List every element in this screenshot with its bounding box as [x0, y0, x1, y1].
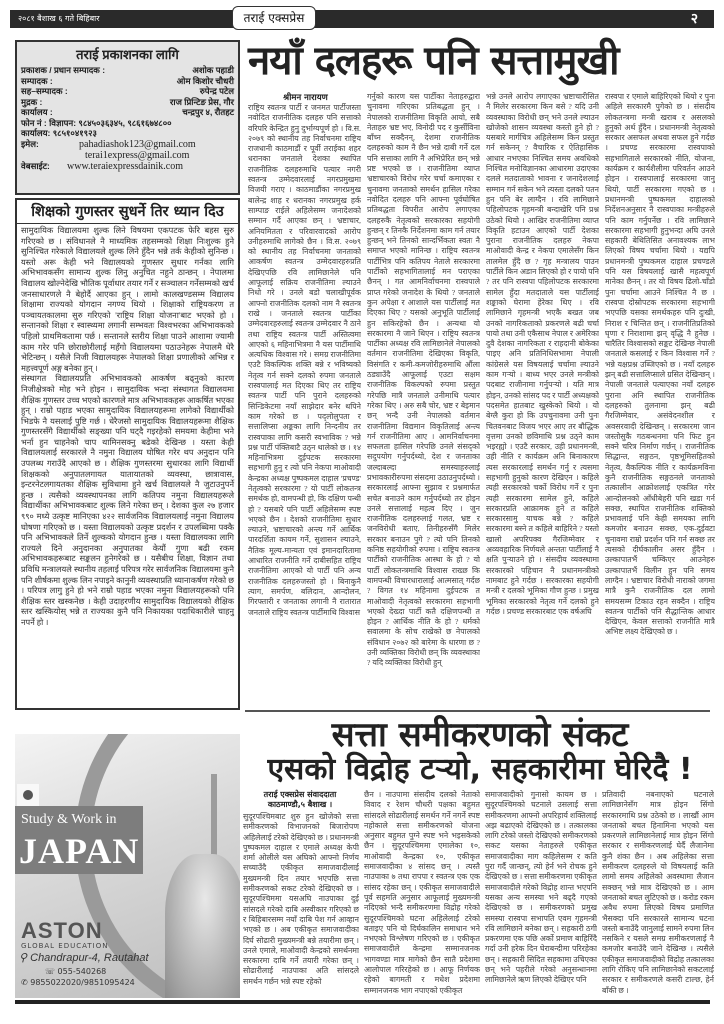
- article-text: सुदूरपश्चिमबाट शुरु हुन खोजेको सत्ता समीकरणको विभाजनको बिजारोपण अहिलेलाई टरेको देखिएको छ । प्रधानमन्त्री पुष्पकमल दाहाल र एमाले अध्यक्ष केपी शर्मा ओलीले यस अघिको आफ्नो निर्णय सच्याउँदै एकीकृत समाजवादीलाई मुख्यमन्त्री दिन तयार भएपछि सत्ता समीकरणको सकट टरेको देखिएको छ । सुदूरपश्चिममा यसअघि नाउपाका दुई सांसदले गरेको दाबि अस्वीकार गरिएको छ र बिहिबारसम्म नयाँ दाबि पेश गर्न आव्हान भएको छ । अब एकीकृत समाजवादीका दिर्घ सोढारी मुख्यमन्त्री बन्ने तयारीमा छन् । उनले एमाले, माओवादी केन्द्रको समर्थनमा सरकारमा दाबि गर्ने तयारी गरेका छन् । सोढारीलाई नाउपाका अति सांसदले समर्थन गर्छन भन्ने स्पष्ट रहेको: [243, 812, 359, 986]
- article-text: समाजवादीको गुनासो कायम छ । सुदूरपश्चिमको घटनाले उसलाई सत्ता समीकरणमा आफ्नो अपरिहार्य शक्तिलाई अझ बढाएको देखिएको छ । तत्कालका लागि टरेको जस्तो देखिएको समीकरणको सकट यसका नेताहरुले एकीकृत समाजवादीका माग कहिलेसम्म र कति पुरा गर्दै जान्छन्, त्यो हेर्न भने रोचक हुने देखिएको छ । सत्ता समीकरणमा एकीकृत समाजवादीले गरेको विद्रोह शान्त भएपनि यसका अन्य समस्या भने बढ्दै गएको देखिएको छ । समीकरणको प्रमुख समस्या रास्वपा सभापति एवम गृहमन्त्री रवि लामिछाने बनेका छन् । सहकारी ठगी प्रकरणमा एक पछि अर्को प्रमाण बाहिरिँदै गर्दा उनी हरेक दिन घेराबन्दीमा परिरहेका छन् । सहकारी सिदित सहकामा उचिएका छन् भने पहरीले गरेको अनुसन्धानमा लामिछानेले ऋण लिएको देखिएर पनि: [485, 790, 597, 985]
- article-2-column: [243, 812, 359, 998]
- website-row: [17, 161, 238, 172]
- editorial-paragraph: सामुदायिक विद्यालयमा शुल्क लिने विषयमा एकपटक फेरि बहस सुरु गरिएको छ । संविधानले नै माध्यमिक तहसम्मको शिक्षा निःशुल्क हुने सुनिश्चित गरेकाले विद्यालयले शुल्क लिने हुँदैन भन्ने तर्क केहीको सुनिन्छ । यस्तो अरू केही भने विद्यालयको गुणस्तर सुधार गर्नका लागि अभिभावकसँग सामान्य शुल्क लिनु अनुचित नहुने ठान्छन् । नेपालमा विद्यालय खोल्नेदेखि भौतिक पूर्वाधार तयार गर्ने र सञ्चालन गर्नेसम्मको खर्च जनसाधारणले नै बेहोर्दै आएका हुन् । लामो कालखण्डसम्म विद्यालय शिक्षामा राज्यको योगदान नगण्य थियो । शिक्षाको राष्ट्रियकरण त पञ्चायतकालमा सुरु गरिएको 'राष्ट्रिय शिक्षा योजना'बाट भएको हो । सन्तानको शिक्षा र स्वास्थ्यमा लगानी सम्भवतः विश्वभरका अभिभावकको पहिलो प्राथमिकतामा पर्छ । सन्तानले स्तरीय शिक्षा पाउने आशामा ज्यामी काम गरेर पनि छोराछोरीलाई महँगो विद्यालयमा पठाउनेहरू नेपालमै धेरै भेटिन्छन् । यसैले निजी विद्यालयहरू नेपालको शिक्षा प्रणालीको अभिन्न र महत्त्वपूर्ण अङ्ग बनेका हुन् ।: [21, 226, 234, 373]
- imprint-value: अशोक पहाडी: [192, 65, 234, 75]
- imprint-label: सम्पादक :: [21, 75, 53, 86]
- imprint-label: सह–सम्पादक :: [21, 86, 68, 96]
- imprint-row: [17, 65, 238, 76]
- ad-address: [19, 951, 149, 964]
- email-row: [17, 139, 238, 150]
- ad-brand-logo: ASTON: [21, 918, 103, 943]
- article-text: राष्ट्रिय स्वतन्त्र पार्टी र जनमत पार्टीजस्ता नवोदित राजनीतिक दलहरु पनि सत्ताको वरिपरि केन्द्रित हुनु दुर्भाग्यपूर्ण हो । वि.स. २०७९ को स्थानीय तह निर्वाचनमा राष्ट्रिय राजधानी काठमाडौं र पूर्वी तराईका शहर धरानका जनताले देशका स्थापित राजनीतिक दलहरुमाथि पत्यार नगरी स्वतन्त्र उम्मेदवारलाई नगरप्रमुखमा विजयी गराए । काठमाडौंका नगरप्रमुख बालेन्द्र शाह र धरानका नगरप्रमुख हर्क साम्पाङ राईले अहिलेसम्म जनादेशको सम्मान गर्दै आएका छन् । भ्रष्टाचार, अनियमितता र परिवारवादको आरोप उनीहरुमाथि लागेको छैन । वि.स. २०७९ को स्थानीय तह निर्वाचनमा जनताको आकर्षण स्वतन्त्र उम्मेदवारहरुप्रति देखिएपछि रवि लामिछानेले पनि आफूलाई सक्रिय राजनीतिमा ल्याउने निधो गरे । उनले बडो चलाखीपूर्वक आफ्नो राजनीतिक दलको नाम नै स्वतन्त्र राखे । जनताले स्वतन्त्र पार्टीका उम्मेदवारहरुलाई स्वतन्त्र उम्मेदवार नै ठाने तथा राष्ट्रिय स्वतन्त्र पार्टी अस्तित्वमा आएको ६ महिनाभित्रमा नै यस पार्टीमाथि अत्यधिक विश्वास गरे । समग्र राजनीतिमा एउटै विकल्पिक शक्ति बन्ने र भविष्यको नेतृत्व गर्न सक्ने दलको रुपमा जनताले रास्वपालाई मत दिएका थिए तर राष्ट्रिय स्वतन्त्र पार्टी पनि पुराने दलहरुको सिन्डिकेटमा नयाँ साझेदार बनेर थपिने काम गरेको छ । पद्लोलुपता र सत्तालिप्सा अङ्कका लागि निन्दनीय तर रास्वपाका लागि कसरी स्वभाविक ? भन्ने प्रश्न पार्टी पंक्तिबाटै उठ्न थालेको छ । १४ महिनाभित्रमा दुईपटक सरकारमा सहभागी हुनु र त्यो पनि नेकपा माओवादी केन्द्रका अध्यक्ष पुष्पकमल दाहाल 'प्रचण्ड' नेतृत्वको सरकारमा ? यो पार्टी लोकतन्त्र समर्थक हो, वामपन्थी हो, कि दक्षिण पन्थी हो ? यसबारे पनि पार्टी अहिलेसम्म स्पष्ट भएको छैन । देशको राजनीतिमा सुधार ल्याउने, भ्रष्टाचारको अन्त्य गर्ने आर्थिक पारदर्शिता कायम गर्ने, सुशासन ल्याउने, नैतिक मूल्य-मान्यता एवं इमानदारितामा आधारित राजनीति गर्ने दाबीसहित राष्ट्रिय राजनीतिमा आएको यो पार्टी पनि अन्य राजनीतिक दलहरुजस्तो हो । बिनाकुनै त्याग, समर्पण, बलिदान, आन्दोलन, गिरफ्तारी र जनताका लगानी नै रातारात जनताले राष्ट्रिय स्वतन्त्र पार्टीमाथि विश्वास: [248, 103, 361, 617]
- byline-reporter: तराई एक्सप्रेस संवाददाता: [263, 790, 337, 799]
- ad-phone-text: 055-540268: [57, 967, 107, 976]
- article-2-byline: [240, 790, 360, 810]
- article-1-column: [367, 92, 480, 707]
- ad-phone: [45, 967, 106, 976]
- article-1-column: [486, 92, 599, 707]
- article-1-headline: नयाँ दलहरू पनि सत्तामुखी: [248, 38, 619, 84]
- ad-line-1: Study & Work in: [21, 812, 117, 827]
- imprint-label: फोन नं : विज्ञापन: ९८४५०३६३४५, ९८६१६७४८००: [21, 117, 172, 128]
- imprint-value: राज प्रिन्टिङ प्रेस, गौर: [169, 96, 234, 107]
- phone-icon: ☏: [45, 967, 58, 976]
- imprint-label: कार्यालय :: [21, 107, 53, 117]
- bottom-rule: [15, 1000, 710, 1004]
- email-label: इमेल:: [21, 138, 39, 149]
- email-link[interactable]: terai1express@gmail.com: [85, 149, 190, 161]
- ad-banner: [15, 806, 143, 874]
- imprint-row: [17, 86, 238, 97]
- ad-tagline: GLOBAL EDUCATION: [21, 942, 109, 950]
- article-2-column: [364, 790, 480, 998]
- article-text: छैन । नाउपामा संसदीय दलको नेताको विवाद र रेशम चौधरी पक्षका बहुमत सांसदले सोढारीलाई समर्थन गर्ने नगर्ने स्पष्ट नहोकाले सत्ता समीकरणको योजना अनुसार बहुमत पुग्ने स्पष्ट भने भइसकेको छैन । सुदूरपश्चिममा एमालेका १०, माओवादी केन्द्रका १०, एकीकृत समाजवादीका ४ सांसद छन् । त्यस्तै नाउपाका ७ तथा रापपा र स्वतन्त्र एक एक सांसद रहेका छन् । एकीकृत समाजवादीले पूर्व सहमति अनुसार आफूलाई मुख्यमन्त्री नदिएको भन्दै समीकरणमा विद्रोह गरेको सुदूरपश्चिमको घटना अहिलेलाई टरेको बताइए पनि यो दिर्घकालिन समाधान भने नभएको विश्लेषण गरिएको छ । एकीकृत समाजवादीले केन्द्रमा सम्मानजनक भागवण्डा मात्र मागेको छैन सातै प्रदेशमा आलोपाल गरिरहेको छ । आफू निर्णयक रहेको बागमती र मधेश प्रदेशमा सम्मानजनक भाग नपाएको एकीकृत: [364, 790, 480, 995]
- imprint-label: कार्यालय: ९८५१०४१९२३: [21, 128, 97, 138]
- imprint-row: [17, 97, 238, 108]
- ad-address-text: Chandrapur-4, Rautahat: [30, 952, 149, 964]
- japan-study-advertisement: [15, 734, 240, 998]
- article-text: रास्वपा र एमाले बाहिरिएको थियो र पुनः अहिले सरकारमै पुगेको छ । संसदीय लोकतन्त्रमा मन्त्री खराब र असलको हुनुको अर्थ हुँदैन । प्रधानमन्त्री नेतृत्वको सरकार असफल अथवा सफल हुने गर्दछ । प्रचण्ड सरकारमा रास्वपाको सहभागिताले सरकारको नीति, योजना, कार्यक्रम र कार्यशैलीमा परिवर्तन आउने होइन । रास्वपालाई सरकारमा जानु थियो, पार्टी सरकारमा गएको छ । प्रधानमन्त्री पुष्पकमल दाहालको निर्देशनअनुसार नै रास्वपाका मन्त्रीहरुले पनि काम गर्नुपर्नेछ । रवि लामिछाने सरकारमा सहभागी हुनुभन्दा अघि उनले सहकारी बेथितिसित अनावश्यक लाभ लिएको विषय चर्चामा थियो । यद्यपि प्रधानमन्त्री पुष्पकमल दाहाल प्रचण्डले पनि यस विषयलाई खासै महत्वपूर्ण मानेका छैनन् । तर यो विषय ढिलो-चाँडो पुनः चर्चामा आउने निश्चित नै छ । रास्वपा दोस्रोपटक सरकारमा सहभागी भएपछि यसका समर्थकहरु पनि दुःखी, निराश र चिन्तित छन् । राजनीतिप्रतिको घृणा र निराशामा झन् वृद्धि नै हुनेछ । चारैतिर विश्वासको सङ्कट देखिन्छ नेपाली जनताले कसलाई र किन विश्वास गर्ने ? भन्ने यक्षप्रश्न उब्जिएको छ । नयाँ दलहरु झन् बढी सत्तालिप्साले ग्रसित देखिन्छन् । नेपाली जनताले पत्याएका नयाँ दलहरु पुराना अनि स्थापित राजनीतिक दलहरुको तुलनामा झन् बढी गैरजिम्मेवार, असंवेदनशील र अवसरवादी देखिन्छन् । सरकारमा जान जस्तोसुकै गठबन्धनमा पनि फिट हुन सक्ने चरित्र निर्माण गर्छन् । राजनीतिक सिद्धान्त, सङ्गठन, पृष्ठभूमिसहितको नेतृत्व, वैकल्पिक नीति र कार्यक्रमविना कुनै राजनीतिक सङ्गठनले जनताको तत्कालीन आक्रोशलाई एकत्रित गरेर आन्दोलनको आँधीबेहरी पनि खडा गर्न सक्छ, स्थापित राजनीतिक शक्तिको प्रभावलाई पनि केही समयका लागि कमजोर बनाउन सक्छ, एक-दुईवटा चुनावमा राम्रो प्रदर्शन पनि गर्न सक्छ तर त्यसको दीर्घकालीन असर हुँदैन । उल्कापातभैं चम्किएर आउनेहरु उल्कापातभैं विलीन हुन पनि समय लाग्दैन । भ्रष्टाचार विरोधी नाराको जगमा मात्रै कुनै राजनीतिक दल लामो समयसम्म टिकाउ रहन सक्दैन । राष्ट्रिय स्वतन्त्र पार्टीको पनि सैद्धान्तिक आधार देखिएन, केवल सत्ताको राजनीति मात्रै अभिष्ट लक्ष्य देखिएको छ ।: [605, 92, 715, 637]
- article-text: गर्नुको कारण यस पार्टीका नेताहरुद्वारा चुनावमा गरिएका प्रतिबद्धता हुन् । नेपालको राजनीतिमा विकृति आयो, सबै नेताहरु भ्रष्ट भए, विनोदी पद र कुर्सीविना बाँच्न सक्दैनन्, देशमा राजनीतिक दलहरुको काम नै छैन भन्ने दाबी गर्ने दल पनि सत्ताका लागि नै अभिप्रेरित छन् भन्ने प्रष्ट भएको छ । राजनीतिमा व्याप्त भ्रष्टाचारको विरोध गरेर चर्चा कमाएका र चुनावमा जनताको समर्थन हासिल गरेका नवोदित दलहरु पनि आफ्ना पूर्वघोषित प्रतिबद्धता विपरीत आरोप लगाएका दलहरुकै नेतृत्वको सरकारका सहयोगी हुन्छन् र तिनकै निर्देशनमा काम गर्न तयार हुन्छन् भने तिनको सान्दर्भिकता स्वतः नै समाप्त भएको मानिन्छ । राष्ट्रिय स्वतन्त्र पार्टीभित्र पनि कतिपय नेताले सरकारमा पार्टीको सहभागितालाई मन पराएका छैनन् । गत आमनिर्वाचनमा रास्वपाले प्राप्त गरेको जनादेश के थियो ? जनताले कुन अपेक्षा र आशाले यस पार्टीलाई मत दिएका थिए ? यसको अनुभूति पार्टीलाई हुन सकिरहेको छैन । अन्यथा यो सरकारमा नै जाने थिएन । राष्ट्रिय स्वतन्त्र पार्टीका अध्यक्ष रवि लामिछानेले नेपालको वर्तमान राजनीतिमा देखिएका विकृति, विसंगति र कमी-कमजोरीहरुमाथि औंला ठड्याउँदै आफूलाई एउटा सक्षम राजनीतिक विकल्पको रुपमा प्रस्तुत गरेपछि मात्रै जनताले उनीमाथि पत्यार गरेका थिए । अरु सबै चोर, भ्रष्ट र बेइमान छन् भन्दै उनी नेपालको वर्तमान राजनीतिमा विद्यमान विकृतिलाई अन्त्य गर्न राजनीतिमा आए । आमनिर्वाचनमा सफलता हासिल गरेपछि उनले संसद्को सदुपयोग गर्नुपर्दथ्यो, देश र जनताका जल्दाबल्दा समस्याहरुलाई प्रभावकारीरुपमा संसदमा उठाउनुपर्दथ्यो । सरकारलाई आफ्ना सुझाव र प्रश्नमार्फत सचेत बनाउने काम गर्नुपर्दथ्यो तर होइन उनले सत्तालाई महत्व दिए । जुन राजनीतिक दलहरुलाई गलत, भ्रष्ट र जनविरोधी बताए, तिनीहरुसँगै मिलेर सरकार बनाउन पुगे ? त्यो पनि तिनको कनिष्ठ सहयोगीको रुपमा । राष्ट्रिय स्वतन्त्र पार्टीको राजनीतिक आस्था के हो ? यो पार्टी लोकतन्त्रमाथि विश्वास राख्छ कि वामपन्थी विचारधारालाई आत्मसात् गर्दछ ? विगत १४ महिनामा दुईपटक त माओवादी नेतृत्वको सरकारमा सहभागी भएको देख्दा पार्टी कतै दक्षिणपन्थी त होइन ? आर्थिक नीति के हो ? धर्मको सवालमा के सोच राखेको छ नेपालको संविधान २०७२ को बारेमा के धारणा छ ? उनी व्यक्तिका विरोधी छन् कि व्यवस्थाका ? यदि व्यक्तिका विरोधी हुन्: [367, 92, 480, 668]
- email-link[interactable]: pahadiashok123@gmail.com: [79, 138, 196, 150]
- imprint-label: मुद्रक :: [21, 96, 43, 107]
- article-text: प्रतिवादी नबनाएको घटनाले लामिछानेसँग मात्र होइन सिंगो सरकारमाथि प्रश्न उठेको छ । लाखौं आम जनताको बचत हिनामिना भएको यस प्रकरणले लामिछानेलाई मात्र होइन सिंगो सरकार र समीकरणलाई घेर्दै लैजानेमा कुनै शंका छैन । अब अहिलेका सत्ता समीकरण दलहरुले यो विषयलाई कति लामो समय अहिलेको अवस्थामा लैजान सक्छन् भन्ने मात्र देखिएको छ । आम जनताको बचत लुटिएको छ । करोड रकम अवैध रुपमा लिएको विषय प्रमाणित भैसक्दा पनि सरकारले सामान्य घटना जस्तो बनाउँदै जानुलाई सामने रुपमा लिन नसकिने र यसले समग्र समीकरणलाई नै कमजोर बनाउँदै जाने देखिन्छ । त्यसैले एकीकृत समाजवादीको विद्रोह तत्कालका लागि रोकिए पनि लामिछानेको सकटलाई सरकार र समीकरणले कसरी टाल्छ, हेर्न बाँकी छ ।: [602, 790, 714, 995]
- article-2-subheadline: एसको विद्रोह टऱ्यो, सहकारीमा घेरिदै !: [267, 752, 693, 787]
- article-1-byline: श्रीमन नारायण: [283, 93, 328, 103]
- newspaper-brand: तराई एक्सप्रेस: [232, 6, 316, 30]
- imprint-value: रुपेन्द्र पटेल: [199, 86, 234, 96]
- byline-dateline: काठमाण्डौ,५ बैशाख ।: [267, 800, 333, 809]
- student-photo: [165, 854, 240, 998]
- ad-mobile-text: 9855022020/9851095424: [30, 978, 135, 987]
- email-row: [17, 150, 238, 161]
- imprint-value: चन्द्रपुर ४, रौतहट: [182, 107, 234, 117]
- imprint-value: ओम किशोर चौधरी: [176, 75, 234, 86]
- imprint-row: [17, 128, 238, 139]
- imprint-row: [17, 76, 238, 87]
- imprint-title: तराई प्रकाशनका लागि: [76, 47, 179, 62]
- ad-mobile: [21, 978, 135, 987]
- article-2-headline: सत्ता समीकरणको संकट: [331, 715, 629, 755]
- location-pin-icon: ⚲: [19, 952, 31, 964]
- issue-date: २०८१ बैशाख ६ गते बिहिबार: [18, 14, 100, 23]
- imprint-box: [15, 40, 240, 195]
- article-text: भन्ने उनले आरोप लगाएका भ्रष्टाचारीसित नै मिलेर सरकारमा किन बसे ? यदि उनी व्यवस्थाका विरोधी छन् भने उनले ल्याउन खोजेको शासन व्यवस्था कस्तो हुने हो ? यसबारे मार्गचित्र अहिलेसम्म किन प्रस्तुत गर्न सकेनन् ? वैचारिक र ऐतिहासिक आधार नभएका निश्चित समय अवधिको निश्चित मनोविज्ञानका आधारमा उदाएका दलले मतदाताको भावना र जनादेशलाई सम्मान गर्न सकेन भने त्यस्ता दलको पतन हुन पनि बेर लाग्दैन । रवि लामिछाने पहिलोपटक गृहमन्त्री बन्दाखेरि पनि प्रश्न उठेको थियो । आखिर राजनीतिमा व्याप्त विकृति हटाउन आएको पार्टी देशका पुराना राजनीतिक दलहरु नेकपा माओवादी केन्द्र र नेकपा एमालेसँग किन तालमेल हुँदै छ ? गृह मन्त्रालय पाउन पार्टीले किन अडान लिएको हो र पायो पनि ? तर पनि रास्वपा पहिलोपटक सरकारमा सामेल हुँदा मतदाताले यस पार्टीलाई शङ्काको घेरामा हेरेका थिए । रवि लामिछाने गृहमन्त्री भएकै बखत जब उनको नागरिकताको प्रकरणले बढी चर्चा पायो तथा उनी एकैसाथ नेपाल र अमेरिका दुवै देशका नागरिकता र राहदानी बोकेका पाइए अनि प्रतिनिधिसभामा नेपाली कांग्रेसले यस विषयलाई चर्चामा ल्याउने काम गर्‍यो । बाध्य भएर उनले मन्त्रीको पदबाट राजीनामा गर्नुपर्‍यो । यति मात्र होइन, उनको सांसद पद र पार्टी अध्यक्षको पदसमेत हातबाट खुस्केको थियो । यो बेग्लै कुरा हो कि उपचुनावमा उनी पुनः चितवनबाट विजय भएर आए तर बौद्धिक वृत्तमा उनको छविमाथि प्रश्न उठ्ने काम भइरह्यो । एउटै सरकार, उही प्रधानमन्त्री, उही नीति र कार्यक्रम अनि बिनाकारण त्यस सरकारलाई समर्थन गर्नु र त्यसमा सहभागी हुनुको कारण देखिएन । कहिले त्यही सरकारको चर्को विरोध गर्ने र पुनः त्यही सरकारमा सामेल हुने, कहिले सरकारप्रति आक्रामक हुने त कहिले सरकारसामु याचक बन्ने ? कहिले सरकारमा बस्ने त कहिले बाहिरिने ? यस्तो खालो अपरिपक्व गैरजिम्मेवार र अव्यवहारिक निर्णयले अन्ततः पार्टीलाई नै क्षति पुऱ्याउने हो । संसदीय व्यवस्थामा सरकारको पहिचान नै प्रधानमन्त्रीको नामबाट हुने गर्दछ । सरकारका सहयोगी मन्त्री र दलको भूमिका गौण हुन्छ । प्रमुख भूमिका सरकारको नेतृत्व गर्ने दलको हुने गर्दछ । प्रचण्ड सरकारबाट एक वर्षअघि: [486, 92, 599, 616]
- article-2-column: [602, 790, 714, 998]
- website-label: वेबसाईट:: [21, 160, 50, 171]
- imprint-row: [17, 107, 238, 118]
- ad-line-2: JAPAN: [19, 831, 140, 871]
- imprint-row: [17, 118, 238, 129]
- editorial-paragraph: संस्थागत विद्यालयप्रति अभिभावकको आकर्षण बढ्नुको कारण निजीक्षेत्रको मोह भने होइन । सामुदायिक भन्दा संस्थागत विद्यालयमा शैक्षिक गुणस्तर उच्च भएको कारणले मात्र अभिभावकहरू आकर्षित भएका हुन् । राम्रो पहाड भएका सामुदायिक विद्यालयहरूमा लागेको विद्यार्थीको भिडफे नै यसलाई पुष्टि गर्छ । धेरैजसो सामुदायिक विद्यालयहरूमा शैक्षिक गुणस्तरसँगै विद्यार्थीको सङ्ख्या पनि घट्दै गइरहेको समयमा केहीमा भने भर्ना हुन चाहनेको चाप थामिनसक्नु बढेको देखिन्छ । यस्ता केही विद्यालयलाई सरकारले नै नमुना विद्यालय घोषित गरेर थप अनुदान पनि उपलब्ध गराउँदै आएको छ । शैक्षिक गुणस्तरमा सुधारका लागि विद्यार्थी शिक्षकको अनुपातलगायत यातायातको व्यवस्था, छात्रावास, इन्टरनेटलगायतका शैक्षिक सुविधामा हुने खर्च विद्यालयले नै जुटाउनुपर्ने हुन्छ । त्यसैको व्यवस्थापनका लागि कतिपय नमुना विद्यालयहरूले विद्यार्थीका अभिभावकबाट शुल्क लिने गरेका छन् । देशका कुल २७ हजार ९९० मध्ये उत्कृष्ट मानिएका ४२२ सार्वजनिक विद्यालयलाई नमुना विद्यालय घोषणा गरिएको छ । यस्ता विद्यालयको उत्कृष्ट प्रदर्शन र उपलब्धिमा पक्कै पनि अभिभावकले तिर्ने शुल्कको योगदान हुन्छ । यस्ता विद्यालयका लागि राज्यले दिने अनुदानका अनुपातका केयौं गुणा बढी रकम अभिभावकहरूबाट सङ्कलन हुनेगरेको छ । यसैबीच शिक्षा, विज्ञान तथा प्रविधि मन्त्रालयले स्थानीय तहलाई परिपत्र गरेर सार्वजनिक विद्यालयमा कुनै पनि शीर्षकमा शुल्क लिन नपाइने कानुनी व्यवस्थाप्रति ध्यानाकर्षण गरेको छ । परिपत्र लागु हुने हो भने राम्रो पहाड भएका नमुना विद्यालयहरूको पनि शैक्षिक स्तर खस्कनेछ । केही उदाहरणीय सामुदायिक विद्यालयको शैक्षिक स्तर खस्कियोस् भन्ने त राज्यका कुनै पनि निकायका पदाधिकारीले चाहनु नपर्ने हो ।: [21, 374, 234, 627]
- website-link[interactable]: www.teraiexpressdainik.com: [67, 160, 183, 172]
- editorial-box: [15, 198, 240, 710]
- masthead-bar: [10, 10, 714, 28]
- article-1-column: [248, 103, 361, 707]
- mobile-icon: ✆: [21, 978, 31, 987]
- article-2-column: [485, 790, 597, 998]
- page-number: २: [690, 11, 698, 27]
- section-divider: [245, 710, 710, 712]
- editorial-title: शिक्षको गुणस्तर सुधर्नेे तिर ध्यान दिउ: [17, 201, 238, 224]
- japan-flag-icon: [17, 784, 39, 806]
- article-1-column: [605, 92, 715, 707]
- imprint-label: प्रकाशक / प्रधान सम्पादक :: [21, 65, 106, 75]
